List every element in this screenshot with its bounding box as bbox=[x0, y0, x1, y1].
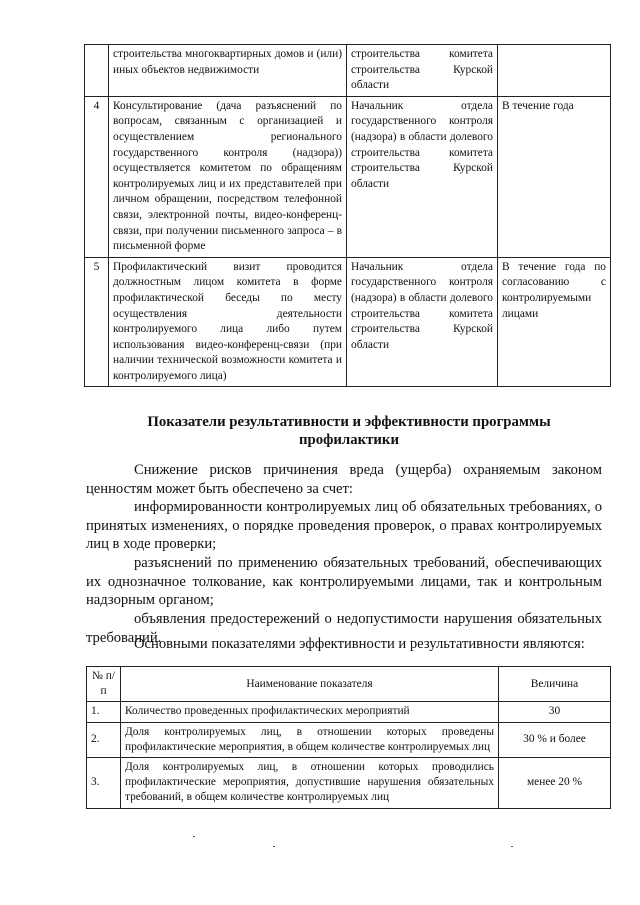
responsible-person: строительства комитета строительства Курской области bbox=[347, 45, 498, 97]
row-number: 3. bbox=[87, 758, 121, 809]
table-row bbox=[85, 257, 611, 387]
scan-artifact bbox=[193, 836, 195, 837]
indicator-name: Количество проведенных профилактических мероприятий bbox=[121, 702, 499, 722]
table-row bbox=[85, 96, 611, 257]
responsible-person: Начальник отдела государственного контроля (надзора) в области долевого строительства комитета строительства Курской области bbox=[347, 96, 498, 257]
event-term bbox=[498, 45, 611, 97]
indicator-value: 30 bbox=[499, 702, 611, 722]
row-number: 4 bbox=[85, 96, 109, 257]
event-description: Профилактический визит проводится должностным лицом комитета в форме профилактической беседы по месту осуществления деятельности контролируемого лица либо путем использования видео-конференц-связи (при наличии технической возможности комитета и контролируемого лица) bbox=[109, 257, 347, 387]
intro-paragraph: Снижение рисков причинения вреда (ущерба) охраняемым законом ценностям может быть обеспечено за счет: bbox=[86, 462, 602, 497]
header-indicator-name: Наименование показателя bbox=[121, 667, 499, 702]
lead-paragraph: Основными показателями эффективности и результативности являются: bbox=[134, 636, 585, 652]
table-row bbox=[87, 758, 611, 809]
bullet-paragraph: информированности контролируемых лиц об обязательных требованиях, о принятых изменениях, о порядке проведения проверок, о правах контролируемых лиц в ходе проверки; bbox=[86, 499, 602, 553]
event-description: Консультирование (дача разъяснений по вопросам, связанным с организацией и осуществлением регионального государственного контроля (надзора)) осуществляется комитетом по обращениям контролируемых лиц и их представителей при личном обращении, посредством телефонной связи, электронной почты, видео-конференц-связи, при получении письменного запроса – в письменной форме bbox=[109, 96, 347, 257]
header-number: № п/п bbox=[87, 667, 121, 702]
table-row bbox=[87, 722, 611, 757]
prevention-plan-table bbox=[84, 44, 611, 387]
indicator-name: Доля контролируемых лиц, в отношении которых проведены профилактические мероприятия, в общем количестве контролируемых лиц bbox=[121, 722, 499, 757]
section-heading: Показатели результативности и эффективности программы профилактики bbox=[147, 414, 551, 448]
row-number: 1. bbox=[87, 702, 121, 722]
row-number: 5 bbox=[85, 257, 109, 387]
bullet-paragraph: объявления предостережений о недопустимости нарушения обязательных требований. bbox=[86, 611, 602, 646]
indicator-value: 30 % и более bbox=[499, 722, 611, 757]
table-row bbox=[85, 45, 611, 97]
indicator-name: Доля контролируемых лиц, в отношении которых проводились профилактические мероприятия, допустившие нарушения обязательных требований, в общем количестве контролируемых лиц bbox=[121, 758, 499, 809]
scan-artifact bbox=[273, 846, 275, 847]
indicator-value: менее 20 % bbox=[499, 758, 611, 809]
header-value: Величина bbox=[499, 667, 611, 702]
responsible-person: Начальник отдела государственного контроля (надзора) в области долевого строительства комитета строительства Курской области bbox=[347, 257, 498, 387]
event-description: строительства многоквартирных домов и (или) иных объектов недвижимости bbox=[109, 45, 347, 97]
bullet-paragraph: разъяснений по применению обязательных требований, обеспечивающих их однозначное толкование, как контролируемыми лицами, так и контрольным надзорным органом; bbox=[86, 555, 602, 609]
row-number: 2. bbox=[87, 722, 121, 757]
row-number bbox=[85, 45, 109, 97]
table-row bbox=[87, 702, 611, 722]
event-term: В течение года bbox=[498, 96, 611, 257]
scan-artifact bbox=[511, 846, 513, 847]
table-header-row bbox=[87, 667, 611, 702]
event-term: В течение года по согласованию с контролируемыми лицами bbox=[498, 257, 611, 387]
indicators-table bbox=[86, 666, 611, 809]
